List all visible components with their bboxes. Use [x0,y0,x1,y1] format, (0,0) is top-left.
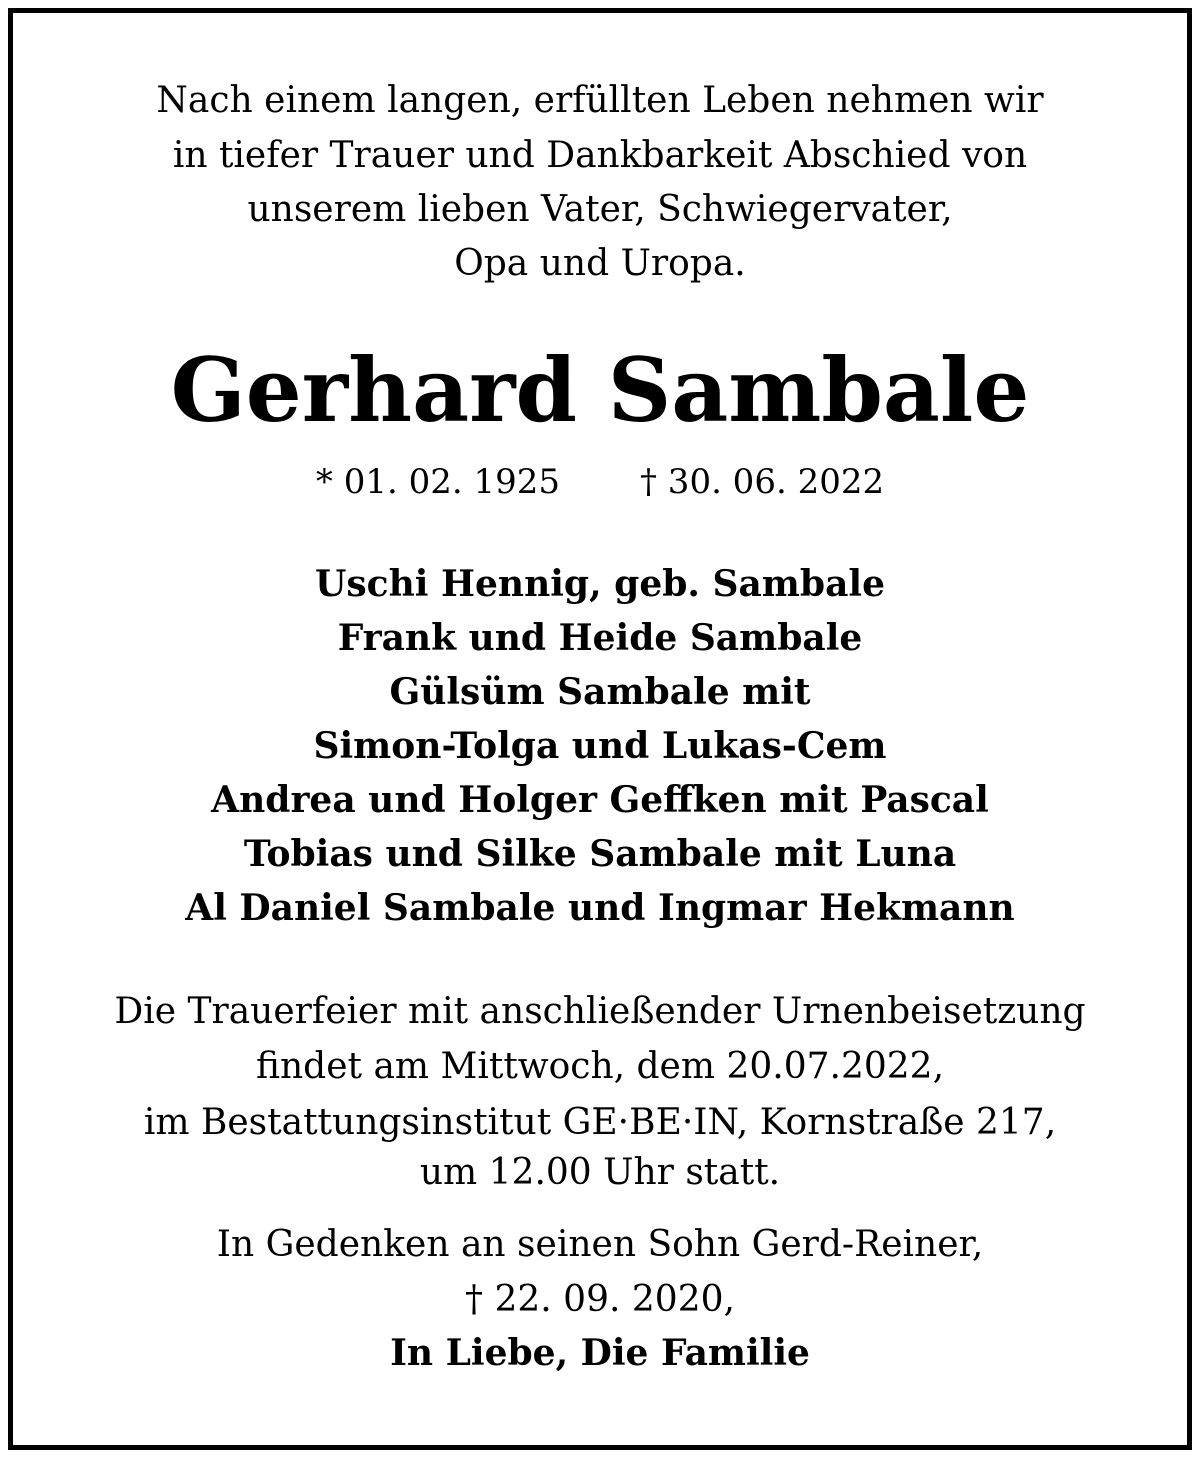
death-date: † 30. 06. 2022 [640,462,885,502]
intro-line-4: Opa und Uropa. [454,243,746,284]
family-member-1: Uschi Hennig, geb. Sambale [315,563,885,605]
birth-date: * 01. 02. 1925 [315,462,560,502]
family-member-4: Simon-Tolga und Lukas-Cem [313,725,887,767]
ceremony-line-2: findet am Mittwoch, dem 20.07.2022, [255,1046,945,1087]
intro-line-2: in tiefer Trauer und Dankbarkeit Abschied von [172,135,1028,176]
life-dates [0,460,1200,504]
family-member-3: Gülsüm Sambale mit [389,671,811,713]
memorial-line-1: In Gedenken an seinen Sohn Gerd-Reiner, [216,1224,984,1265]
intro-line-3: unserem lieben Vater, Schwiegervater, [247,189,953,230]
deceased-name: Gerhard Sambale [170,338,1030,442]
family-member-6: Tobias und Silke Sambale mit Luna [243,833,957,875]
family-member-7: Al Daniel Sambale und Ingmar Hekmann [185,887,1015,929]
family-member-2: Frank und Heide Sambale [337,617,863,659]
ceremony-line-3: im Bestattungsinstitut GE·BE·IN, Kornstraße 217, [143,1102,1057,1143]
ceremony-line-1: Die Trauerfeier mit anschließender Urnenbeisetzung [114,991,1086,1032]
signoff: In Liebe, Die Familie [390,1332,810,1374]
family-member-5: Andrea und Holger Geffken mit Pascal [211,779,989,821]
memorial-line-2: † 22. 09. 2020, [465,1279,735,1320]
ceremony-line-4: um 12.00 Uhr statt. [419,1152,781,1193]
intro-line-1: Nach einem langen, erfüllten Leben nehmen wir [156,80,1044,121]
